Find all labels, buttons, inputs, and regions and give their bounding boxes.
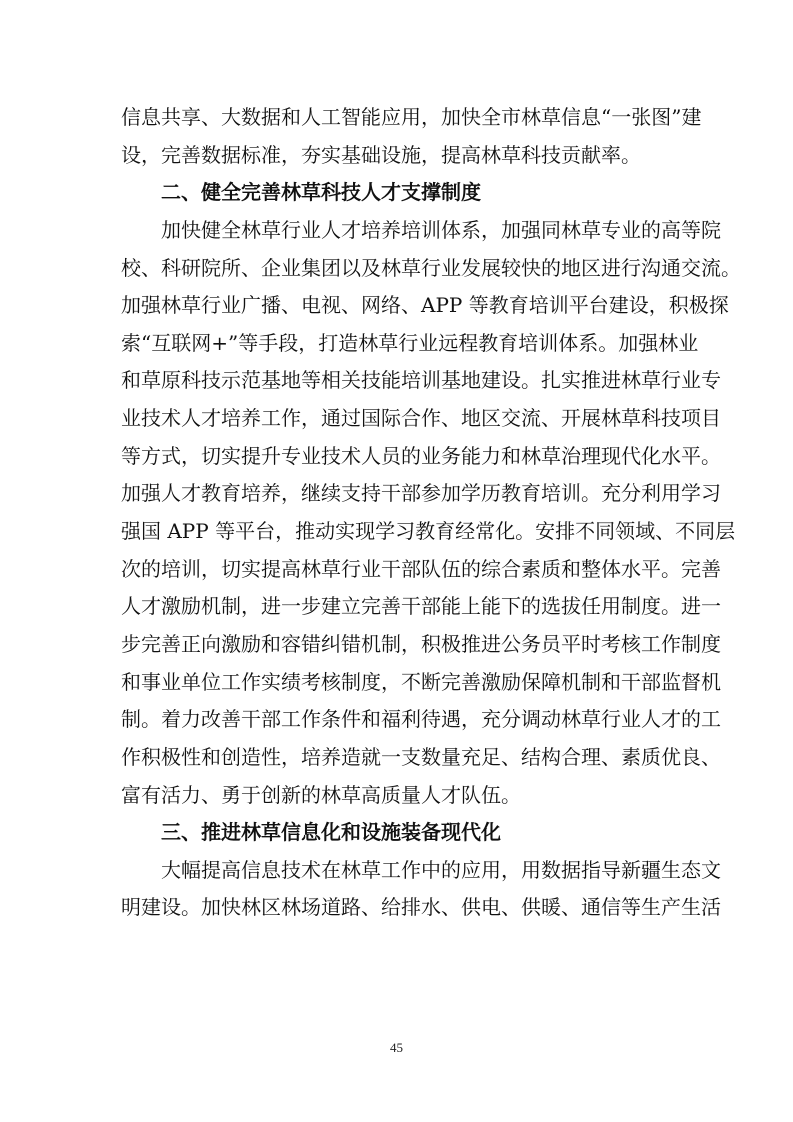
body-line: 富有活力、勇于创新的林草高质量人才队伍。 — [121, 782, 521, 807]
body-line: 索“互联网+”等手段，打造林草行业远程教育培训体系。加强林业 — [121, 330, 699, 355]
document-body — [121, 99, 741, 927]
body-line: 加快健全林草行业人才培养培训体系，加强同林草专业的高等院 — [161, 217, 721, 242]
section-heading: 三、推进林草信息化和设施装备现代化 — [161, 820, 501, 845]
body-line: 人才激励机制，进一步建立完善干部能上能下的选拔任用制度。进一 — [121, 594, 721, 619]
body-line: 和事业单位工作实绩考核制度，不断完善激励保障机制和干部监督机 — [121, 669, 721, 694]
body-line: 业技术人才培养工作，通过国际合作、地区交流、开展林草科技项目 — [121, 406, 721, 431]
body-line: 信息共享、大数据和人工智能应用，加快全市林草信息“一张图”建 — [121, 105, 702, 129]
section-heading: 二、健全完善林草科技人才支撑制度 — [161, 180, 481, 205]
body-line: 设，完善数据标准，夯实基础设施，提高林草科技贡献率。 — [121, 142, 641, 167]
body-line: 步完善正向激励和容错纠错机制，积极推进公务员平时考核工作制度 — [121, 631, 721, 656]
body-line: 次的培训，切实提高林草行业干部队伍的综合素质和整体水平。完善 — [121, 556, 721, 581]
body-line: 明建设。加快林区林场道路、给排水、供电、供暖、通信等生产生活 — [121, 895, 721, 920]
body-line: 加强人才教育培养，继续支持干部参加学历教育培训。充分利用学习 — [121, 481, 721, 506]
body-line: 校、科研院所、企业集团以及林草行业发展较快的地区进行沟通交流。 — [121, 255, 741, 280]
body-line: 制。着力改善干部工作条件和福利待遇，充分调动林草行业人才的工 — [121, 707, 721, 732]
body-line: 和草原科技示范基地等相关技能培训基地建设。扎实推进林草行业专 — [121, 368, 721, 393]
body-line: 作积极性和创造性，培养造就一支数量充足、结构合理、素质优良、 — [121, 744, 721, 769]
page-number: 45 — [390, 1040, 403, 1055]
body-line: 大幅提高信息技术在林草工作中的应用，用数据指导新疆生态文 — [161, 857, 721, 882]
body-line: 强国 APP 等平台，推动实现学习教育经常化。安排不同领域、不同层 — [121, 519, 736, 544]
body-line: 加强林草行业广播、电视、网络、APP 等教育培训平台建设，积极探 — [121, 293, 729, 318]
body-line: 等方式，切实提升专业技术人员的业务能力和林草治理现代化水平。 — [121, 443, 721, 468]
